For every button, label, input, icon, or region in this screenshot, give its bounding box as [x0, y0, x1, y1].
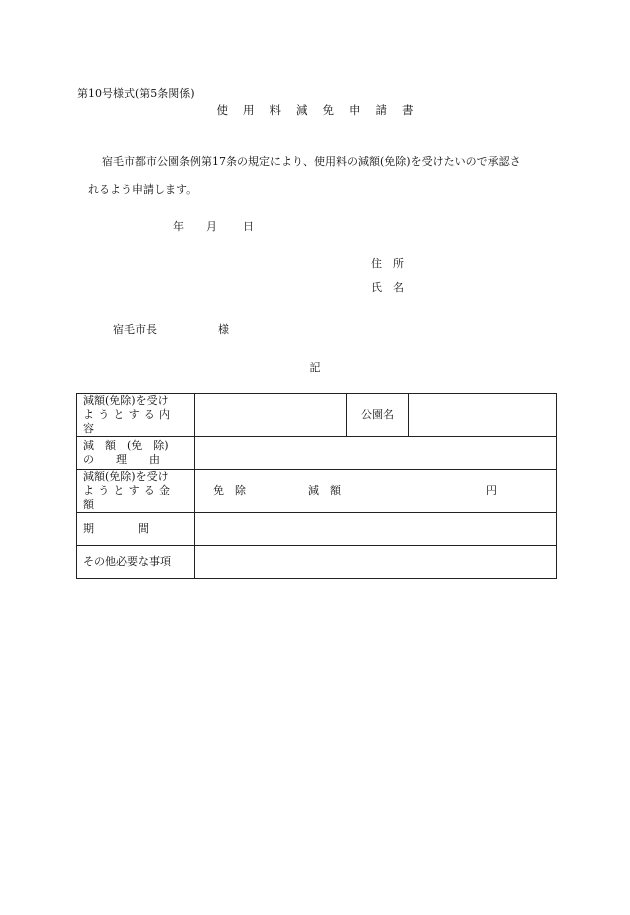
label-line: 減額(免除)を受け	[83, 470, 169, 483]
table-row	[77, 546, 557, 579]
table-row	[77, 513, 557, 546]
period-field[interactable]	[195, 513, 557, 546]
ki-heading: 記	[309, 361, 321, 374]
application-body-text	[90, 148, 580, 204]
amount-line	[195, 475, 556, 508]
reduce-label: 減 額	[308, 483, 341, 497]
table-row	[77, 437, 557, 470]
label-text: 減額(免除)を受け	[83, 394, 169, 407]
park-name-field[interactable]	[409, 394, 557, 437]
exempt-label: 免 除	[213, 483, 246, 497]
reduction-content-label	[77, 394, 195, 437]
reduction-amount-field[interactable]	[195, 470, 557, 513]
other-matters-label: その他必要な事項	[77, 546, 195, 579]
form-number-label: 第10号様式(第5条関係)	[77, 87, 195, 100]
reduction-reason-field[interactable]	[195, 437, 557, 470]
label-line: の 理 由	[83, 453, 160, 466]
other-matters-field[interactable]	[195, 546, 557, 579]
park-name-label: 公園名	[347, 394, 409, 437]
label-line	[83, 394, 188, 408]
name-label: 氏 名	[371, 281, 404, 294]
label-line: ようとする金額	[83, 484, 175, 511]
date-day-label: 日	[243, 220, 254, 233]
table-row	[77, 470, 557, 513]
label-line: 減 額 (免 除)	[83, 439, 169, 452]
period-label: 期 間	[77, 513, 195, 546]
document-title: 使用料減免申請書	[216, 103, 429, 117]
reduction-amount-label	[77, 470, 195, 513]
honorific-label: 様	[218, 323, 229, 336]
address-label: 住 所	[371, 257, 404, 270]
details-table	[76, 393, 557, 579]
recipient-label: 宿毛市長	[113, 323, 157, 336]
body-line-2: れるよう申請します。	[88, 183, 198, 196]
reduction-content-field[interactable]	[195, 394, 347, 437]
reduction-reason-label	[77, 437, 195, 470]
date-year-label: 年	[173, 220, 184, 233]
table-row	[77, 394, 557, 437]
yen-label: 円	[486, 483, 497, 497]
body-line-1: 宿毛市都市公園条例第17条の規定により、使用料の減額(免除)を受けたいので承認さ	[102, 155, 521, 168]
date-month-label: 月	[206, 220, 217, 233]
label-line: ようとする内容	[83, 408, 175, 435]
